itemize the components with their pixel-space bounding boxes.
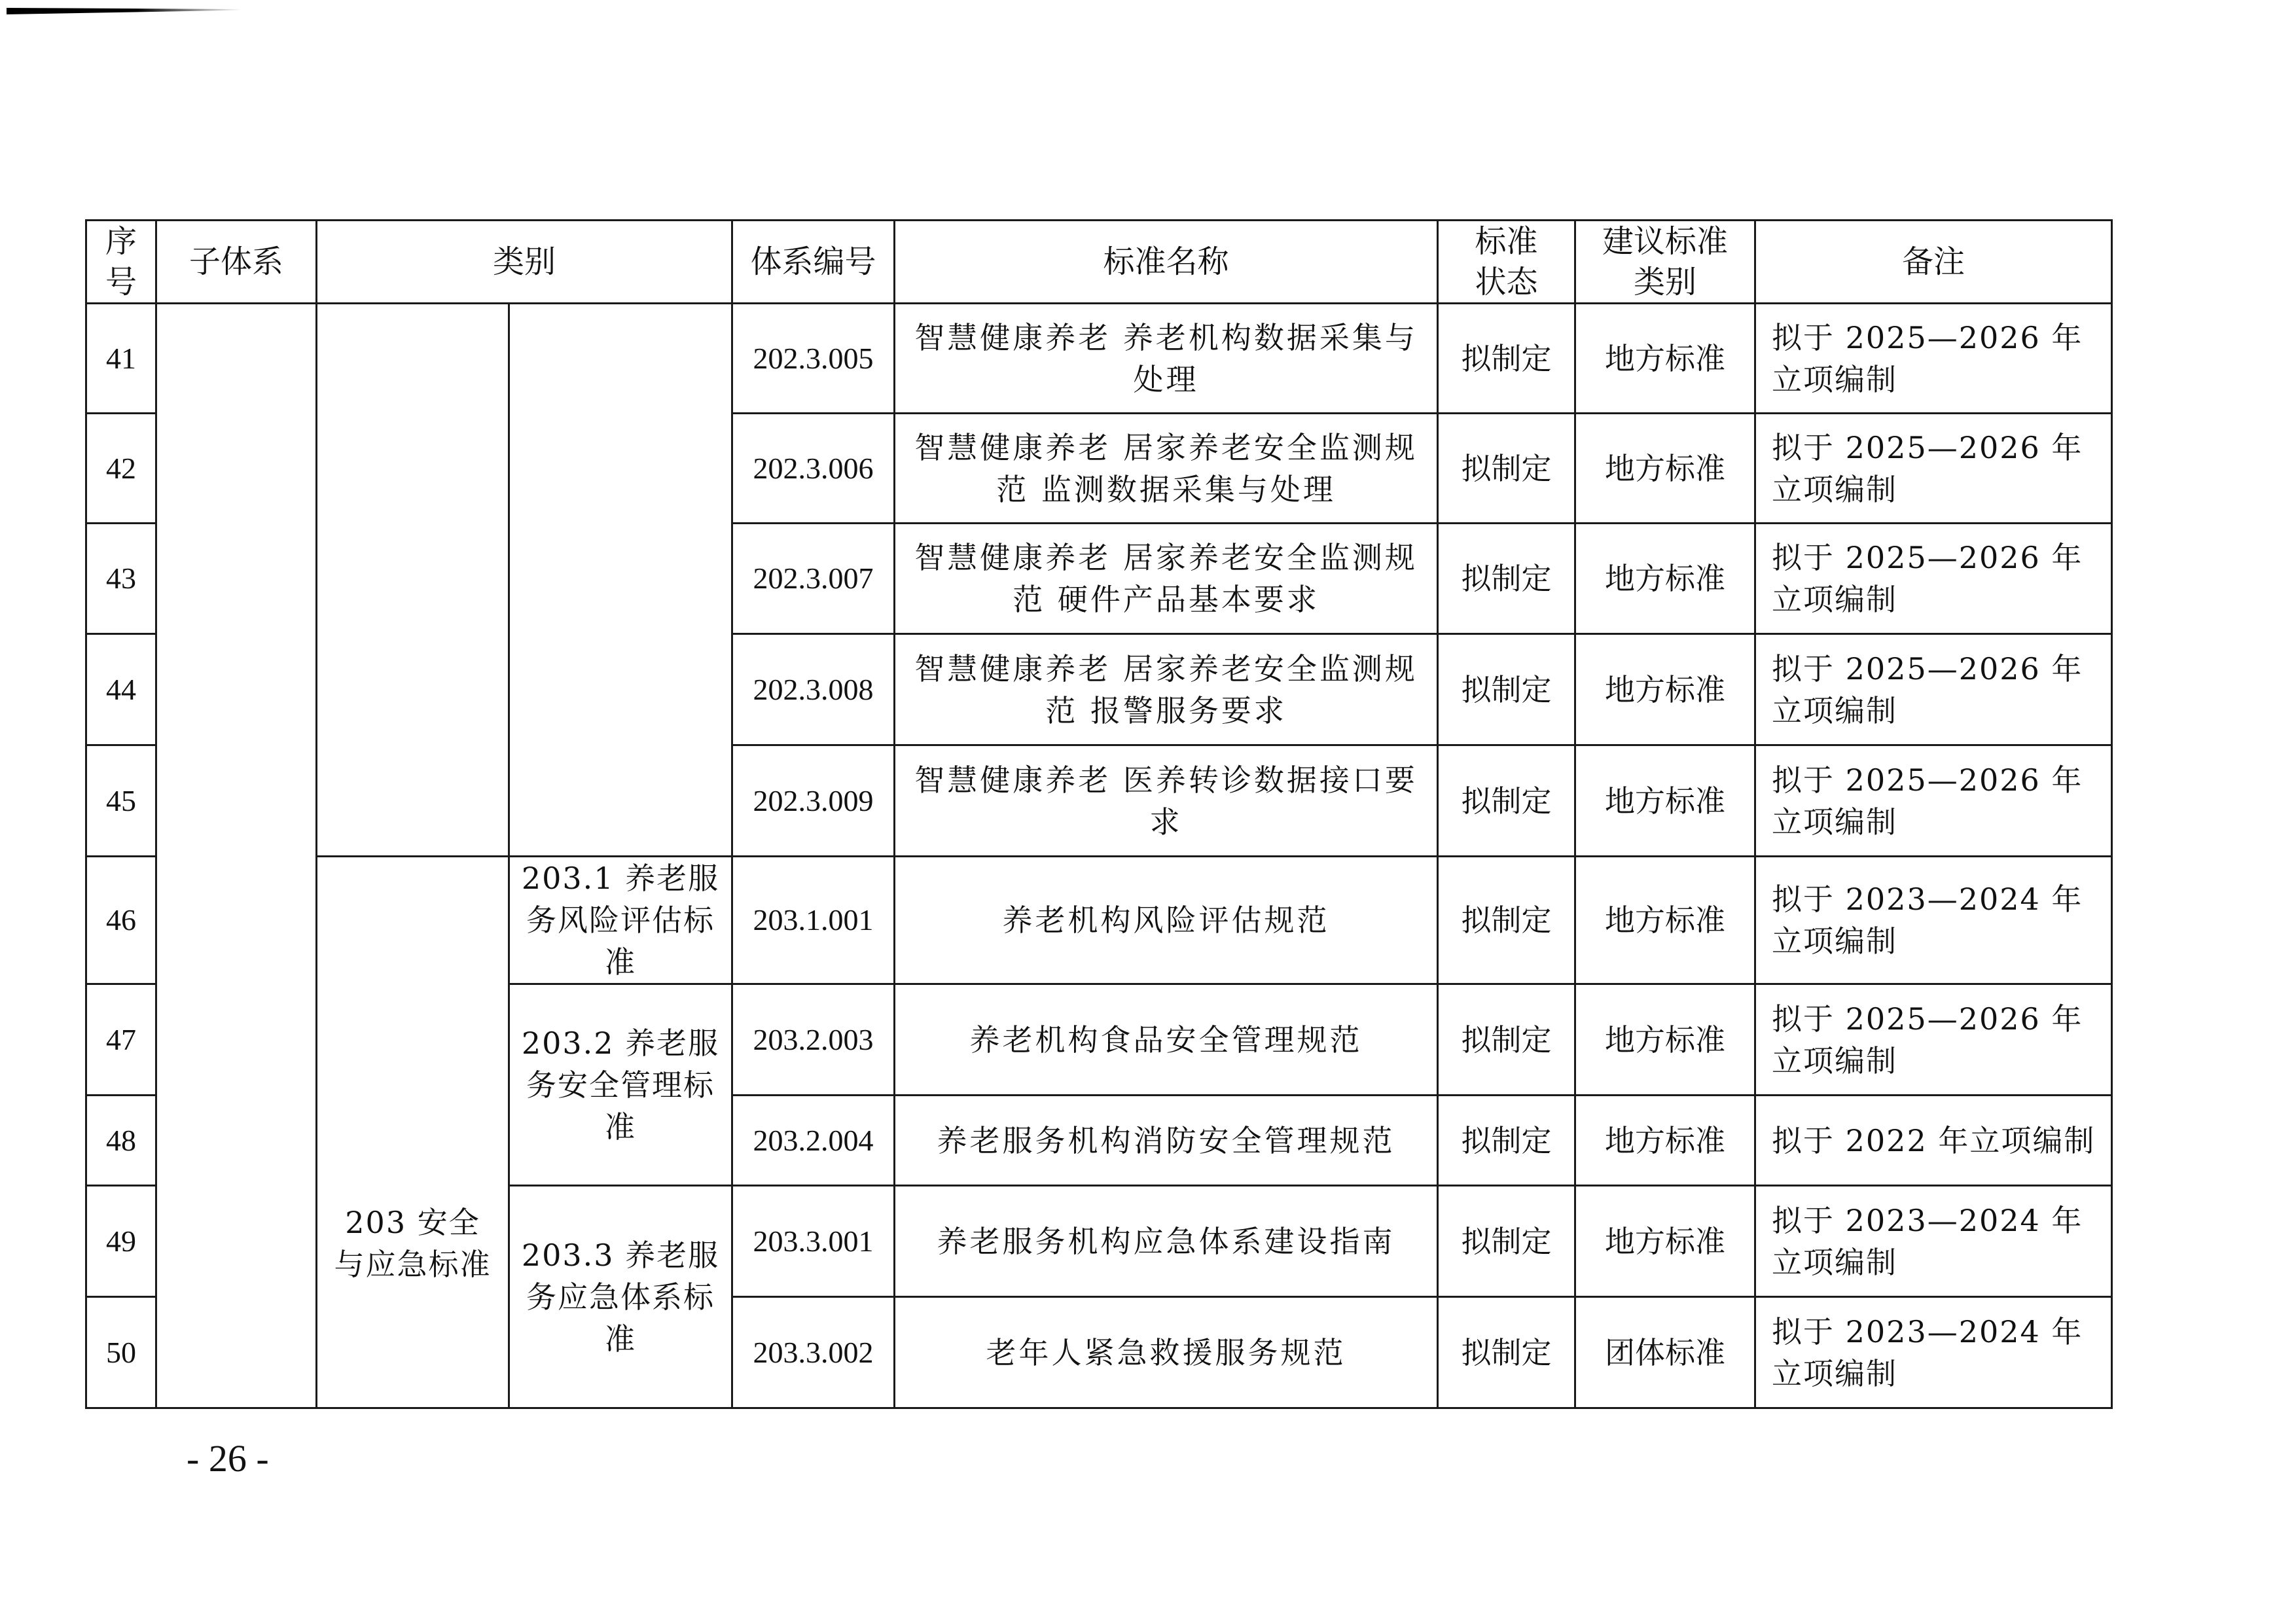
table-row (86, 857, 2112, 984)
row-code: 203.2.003 (732, 984, 895, 1096)
row-remark: 拟于 2023—2024 年立项编制 (1755, 857, 2112, 984)
top-rule-decoration (7, 8, 242, 14)
table-row (86, 304, 2112, 414)
standards-table (85, 219, 2113, 1409)
row-code: 203.1.001 (732, 857, 895, 984)
row-type: 团体标准 (1575, 1297, 1755, 1408)
row-status: 拟制定 (1438, 634, 1575, 745)
row-status: 拟制定 (1438, 984, 1575, 1096)
subcategory-203-2: 203.2 养老服务安全管理标准 (509, 984, 732, 1186)
subcategory-cell-empty (509, 304, 732, 857)
row-type: 地方标准 (1575, 857, 1755, 984)
row-type: 地方标准 (1575, 1186, 1755, 1297)
row-type: 地方标准 (1575, 304, 1755, 414)
row-remark: 拟于 2025—2026 年立项编制 (1755, 984, 2112, 1096)
row-seq: 44 (86, 634, 156, 745)
row-seq: 42 (86, 414, 156, 524)
row-name: 智慧健康养老 居家养老安全监测规范 报警服务要求 (895, 634, 1438, 745)
row-remark: 拟于 2023—2024 年立项编制 (1755, 1297, 2112, 1408)
header-type: 建议标准类别 (1575, 221, 1755, 304)
row-name: 智慧健康养老 养老机构数据采集与处理 (895, 304, 1438, 414)
row-type: 地方标准 (1575, 634, 1755, 745)
row-code: 202.3.006 (732, 414, 895, 524)
row-remark: 拟于 2025—2026 年立项编制 (1755, 524, 2112, 634)
row-type: 地方标准 (1575, 745, 1755, 857)
row-name: 智慧健康养老 医养转诊数据接口要求 (895, 745, 1438, 857)
row-status: 拟制定 (1438, 1186, 1575, 1297)
row-seq: 45 (86, 745, 156, 857)
subsystem-cell-empty (156, 304, 317, 1408)
row-remark: 拟于 2025—2026 年立项编制 (1755, 304, 2112, 414)
row-name: 智慧健康养老 居家养老安全监测规范 监测数据采集与处理 (895, 414, 1438, 524)
subcategory-203-1: 203.1 养老服务风险评估标准 (509, 857, 732, 984)
header-category: 类别 (317, 221, 732, 304)
header-subsystem: 子体系 (156, 221, 317, 304)
row-name: 养老服务机构应急体系建设指南 (895, 1186, 1438, 1297)
row-seq: 41 (86, 304, 156, 414)
header-status: 标准状态 (1438, 221, 1575, 304)
row-remark: 拟于 2025—2026 年立项编制 (1755, 745, 2112, 857)
row-seq: 49 (86, 1186, 156, 1297)
row-name: 智慧健康养老 居家养老安全监测规范 硬件产品基本要求 (895, 524, 1438, 634)
row-name: 养老机构风险评估规范 (895, 857, 1438, 984)
row-code: 202.3.009 (732, 745, 895, 857)
row-seq: 46 (86, 857, 156, 984)
row-remark: 拟于 2025—2026 年立项编制 (1755, 414, 2112, 524)
row-seq: 47 (86, 984, 156, 1096)
row-remark: 拟于 2023—2024 年立项编制 (1755, 1186, 2112, 1297)
row-status: 拟制定 (1438, 414, 1575, 524)
row-code: 202.3.007 (732, 524, 895, 634)
category-203: 203 安全与应急标准 (317, 857, 509, 1408)
header-remark: 备注 (1755, 221, 2112, 304)
row-name: 养老服务机构消防安全管理规范 (895, 1096, 1438, 1186)
row-status: 拟制定 (1438, 745, 1575, 857)
row-status: 拟制定 (1438, 1096, 1575, 1186)
row-seq: 43 (86, 524, 156, 634)
page-number: - 26 - (187, 1437, 269, 1480)
row-code: 203.3.002 (732, 1297, 895, 1408)
row-name: 养老机构食品安全管理规范 (895, 984, 1438, 1096)
row-type: 地方标准 (1575, 414, 1755, 524)
row-seq: 48 (86, 1096, 156, 1186)
row-seq: 50 (86, 1297, 156, 1408)
category-cell-empty (317, 304, 509, 857)
row-type: 地方标准 (1575, 524, 1755, 634)
header-code: 体系编号 (732, 221, 895, 304)
subcategory-203-3: 203.3 养老服务应急体系标准 (509, 1186, 732, 1408)
row-name: 老年人紧急救援服务规范 (895, 1297, 1438, 1408)
header-seq: 序号 (86, 221, 156, 304)
row-status: 拟制定 (1438, 524, 1575, 634)
row-status: 拟制定 (1438, 857, 1575, 984)
row-code: 202.3.008 (732, 634, 895, 745)
row-status: 拟制定 (1438, 1297, 1575, 1408)
row-code: 202.3.005 (732, 304, 895, 414)
row-code: 203.2.004 (732, 1096, 895, 1186)
row-type: 地方标准 (1575, 1096, 1755, 1186)
table-header-row (86, 221, 2112, 304)
row-remark: 拟于 2025—2026 年立项编制 (1755, 634, 2112, 745)
header-name: 标准名称 (895, 221, 1438, 304)
row-type: 地方标准 (1575, 984, 1755, 1096)
row-remark: 拟于 2022 年立项编制 (1755, 1096, 2112, 1186)
row-status: 拟制定 (1438, 304, 1575, 414)
row-code: 203.3.001 (732, 1186, 895, 1297)
